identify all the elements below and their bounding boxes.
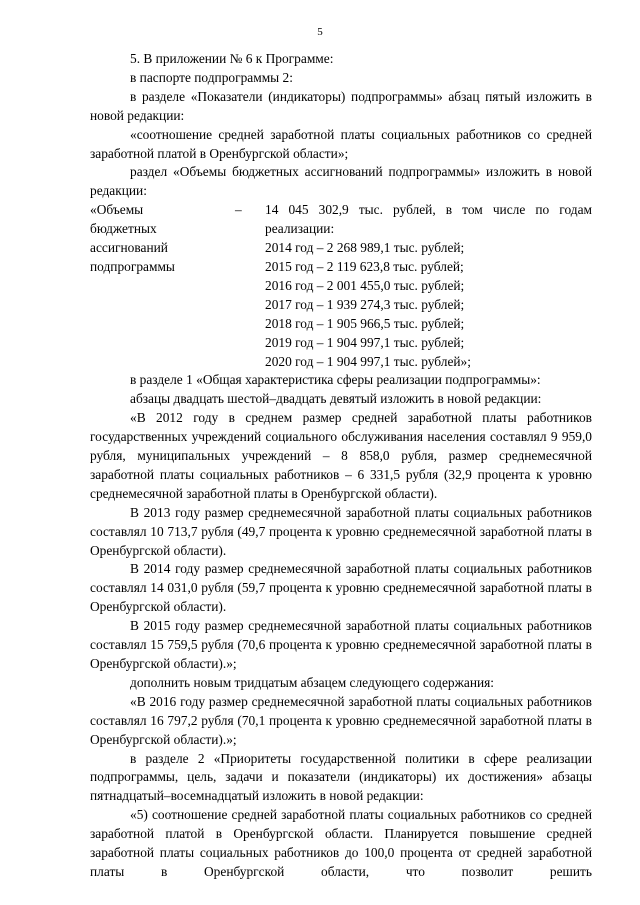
- funding-year-line: 2020 год – 1 904 997,1 тыс. рублей»;: [265, 353, 471, 369]
- funding-label-line: «Объемы: [90, 202, 144, 218]
- funding-year-line: 2019 год – 1 904 997,1 тыс. рублей;: [265, 334, 465, 350]
- paragraph: В 2014 году размер среднемесячной заработной платы социальных работников составлял 14 031,0 рубля (59,7 процента к уровню среднемесячной заработной платы в Оренбургской области).: [90, 561, 592, 615]
- dash-text: –: [235, 202, 242, 218]
- funding-dash: [235, 201, 265, 371]
- funding-year-line: 2017 год – 1 939 274,3 тыс. рублей;: [265, 296, 465, 312]
- page-number: 5: [317, 26, 323, 38]
- paragraph: «соотношение средней заработной платы социальных работников со средней заработной платой в Оренбургской области»;: [90, 126, 592, 161]
- funding-values: [265, 201, 592, 371]
- paragraph: «5) соотношение средней заработной платы социальных работников со средней заработной платой в Оренбургской области. Планируется повышение средней заработной платы социальных работников до 100,0 процента от средней заработной платы в Оренбургской области, что позволит решить: [90, 807, 592, 879]
- funding-label-line: бюджетных: [90, 221, 157, 237]
- funding-label-line: ассигнований: [90, 240, 168, 256]
- paragraph: в разделе 2 «Приоритеты государственной политики в сфере реализации подпрограммы, цель, задачи и показатели (индикаторы) их достижения» абзацы пятнадцатый–восемнадцатый изложить в новой редакции:: [90, 750, 592, 804]
- funding-intro-cont: реализации:: [265, 221, 335, 237]
- paragraph: дополнить новым тридцатым абзацем следующего содержания:: [130, 674, 495, 690]
- paragraph: «В 2016 году размер среднемесячной заработной платы социальных работников составлял 16 797,2 рубля (70,1 процента к уровню среднемесячной заработной платы в Оренбургской области).»;: [90, 693, 592, 747]
- funding-table: [90, 201, 592, 371]
- paragraph: 5. В приложении № 6 к Программе:: [130, 51, 334, 66]
- paragraph: В 2013 году размер среднемесячной заработной платы социальных работников составлял 10 713,7 рубля (49,7 процента к уровню среднемесячной заработной платы в Оренбургской области).: [90, 504, 592, 558]
- funding-label-line: подпрограммы: [90, 258, 175, 274]
- paragraph: в разделе 1 «Общая характеристика сферы реализации подпрограммы»:: [130, 372, 541, 388]
- funding-intro: 14 045 302,9 тыс. рублей, в том числе по годам: [265, 202, 592, 218]
- paragraph: «В 2012 году в среднем размер средней заработной платы работников государственных учреждений социального обслуживания населения составлял 9 959,0 рубля, муниципальных учреждений – 8 858,0 рубля, размер среднемесячной заработной платы социальных работников – 6 331,5 рубля (32,9 процента к уровню среднемесячной заработной платы в Оренбургской области).: [90, 410, 592, 501]
- paragraph: раздел «Объемы бюджетных ассигнований подпрограммы» изложить в новой редакции:: [90, 164, 592, 199]
- funding-label: [90, 201, 235, 371]
- funding-year-line: 2016 год – 2 001 455,0 тыс. рублей;: [265, 277, 465, 293]
- document-body: [90, 50, 592, 882]
- paragraph: абзацы двадцать шестой–двадцать девятый изложить в новой редакции:: [130, 391, 542, 407]
- funding-year-line: 2018 год – 1 905 966,5 тыс. рублей;: [265, 315, 465, 331]
- paragraph: в разделе «Показатели (индикаторы) подпрограммы» абзац пятый изложить в новой редакции:: [90, 88, 592, 123]
- funding-year-line: 2014 год – 2 268 989,1 тыс. рублей;: [265, 240, 465, 256]
- paragraph: в паспорте подпрограммы 2:: [130, 69, 293, 85]
- paragraph: В 2015 году размер среднемесячной заработной платы социальных работников составлял 15 759,5 рубля (70,6 процента к уровню среднемесячной заработной платы в Оренбургской области).»;: [90, 618, 592, 671]
- funding-year-line: 2015 год – 2 119 623,8 тыс. рублей;: [265, 258, 464, 274]
